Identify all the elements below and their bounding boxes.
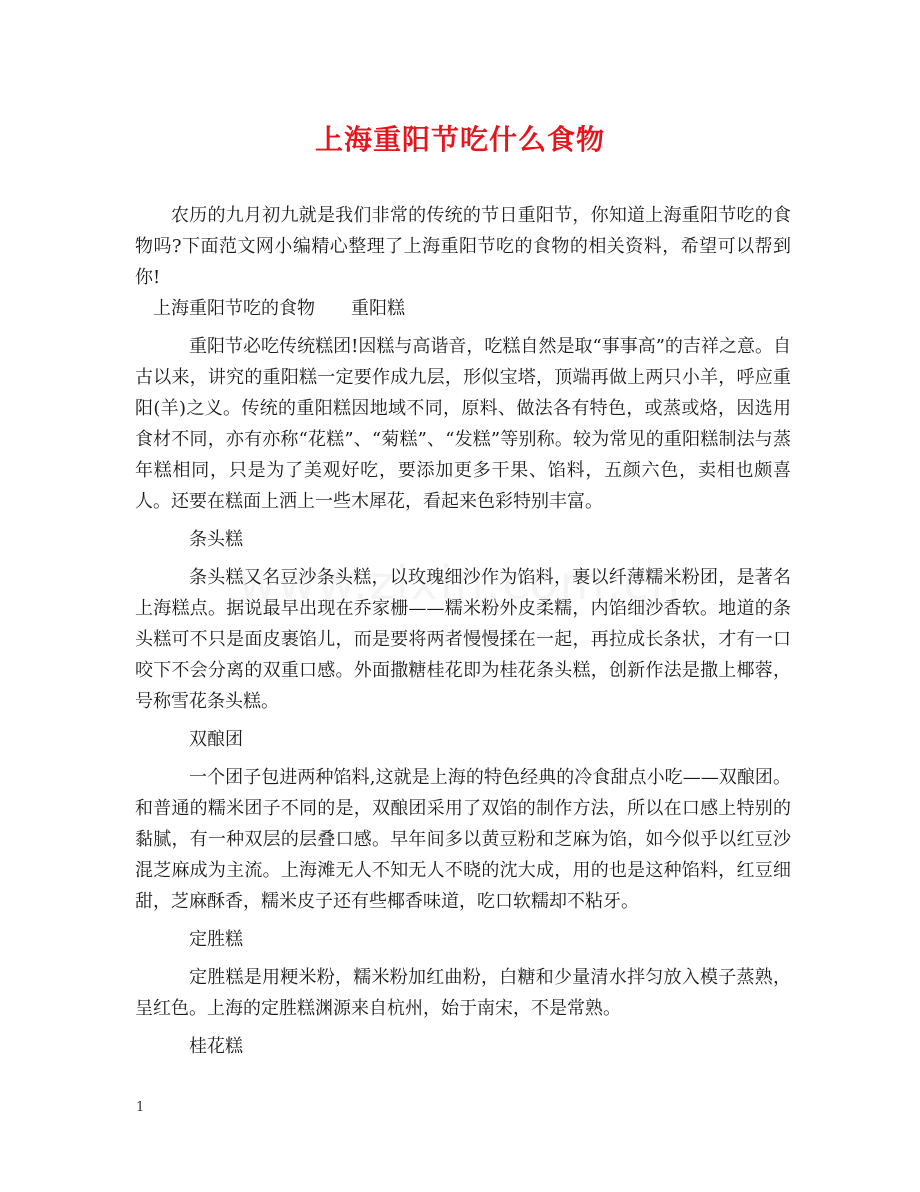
subheading-line (135, 293, 791, 324)
subheading-left: 上海重阳节吃的食物 (153, 298, 315, 319)
heading-tiaotou-cake: 条头糕 (189, 529, 243, 550)
document-title: 上海重阳节吃什么食物 (314, 123, 605, 156)
paragraph-chongyang-cake: 重阳节必吃传统糕团!因糕与高谐音，吃糕自然是取“事事高”的吉祥之意。自古以来，讲究的重阳糕一定要作成九层，形似宝塔，顶端再做上两只小羊，呼应重阳(羊)之义。传统的重阳糕因地域不同，原料、做法各有特色，或蒸或烙，因选用食材不同，亦有亦称“花糕”、“菊糕”、“发糕”等别称。较为常见的重阳糕制法与蒸年糕相同，只是为了美观好吃，要添加更多干果、馅料，五颜六色，卖相也颇喜人。还要在糕面上洒上一些木犀花，看起来色彩特别丰富。 (135, 336, 791, 512)
intro-paragraph: 农历的九月初九就是我们非常的传统的节日重阳节，你知道上海重阳节吃的食物吗?下面范文网小编精心整理了上海重阳节吃的食物的相关资料，希望可以帮到你! (135, 205, 791, 288)
paragraph-dingsheng-cake: 定胜糕是用粳米粉，糯米粉加红曲粉，白糖和少量清水拌匀放入模子蒸熟，呈红色。上海的定胜糕渊源来自杭州，始于南宋，不是常熟。 (135, 967, 791, 1019)
subheading-right: 重阳糕 (351, 298, 405, 319)
heading-guihua-cake: 桂花糕 (189, 1036, 243, 1057)
paragraph-tiaotou-cake: 条头糕又名豆沙条头糕，以玫瑰细沙作为馅料，裹以纤薄糯米粉团，是著名上海糕点。据说最早出现在乔家栅——糯米粉外皮柔糯，内馅细沙香软。地道的条头糕可不只是面皮裹馅儿，而是要将两者慢慢揉在一起，再拉成长条状，才有一口咬下不会分离的双重口感。外面撒糖桂花即为桂花条头糕，创新作法是撒上椰蓉，号称雪花条头糕。 (135, 567, 791, 712)
heading-dingsheng-cake: 定胜糕 (189, 929, 243, 950)
paragraph-shuangniang-tuan: 一个团子包进两种馅料,这就是上海的特色经典的冷食甜点小吃——双酿团。和普通的糯米团子不同的是，双酿团采用了双馅的制作方法，所以在口感上特别的黏腻，有一种双层的层叠口感。早年间多以黄豆粉和芝麻为馅，如今似乎以红豆沙混芝麻成为主流。上海滩无人不知无人不晓的沈大成，用的也是这种馅料，红豆细甜，芝麻酥香，糯米皮子还有些椰香味道，吃口软糯却不粘牙。 (135, 767, 791, 912)
page-number: 1 (136, 1100, 145, 1115)
document-body (135, 200, 791, 1069)
heading-shuangniang-tuan: 双酿团 (189, 729, 243, 750)
